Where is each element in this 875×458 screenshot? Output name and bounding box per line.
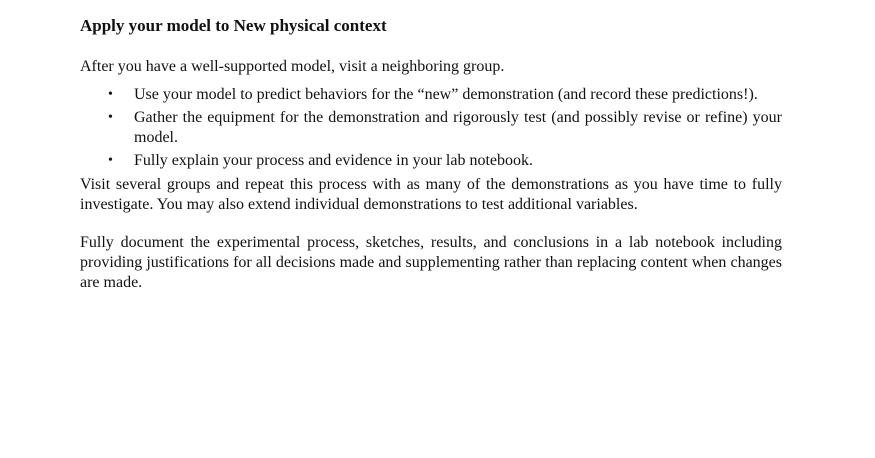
- list-item: [80, 108, 782, 148]
- list-item-text: Fully explain your process and evidence in your lab notebook.: [134, 152, 534, 169]
- list-item: [80, 151, 782, 171]
- list-item: [80, 85, 782, 105]
- list-item-text: Gather the equipment for the demonstration and rigorously test (and possibly revise or refine) your model.: [134, 109, 782, 146]
- list-item-text: Use your model to predict behaviors for the “new” demonstration (and record these predictions!).: [134, 86, 758, 103]
- documentation-paragraph: Fully document the experimental process, sketches, results, and conclusions in a lab notebook including providing justifications for all decisions made and supplementing rather than replacing content when changes are made.: [80, 234, 782, 291]
- section-heading: Apply your model to New physical context: [80, 16, 387, 35]
- visit-groups-paragraph: Visit several groups and repeat this process with as many of the demonstrations as you have time to fully investigate. You may also extend individual demonstrations to test additional variables.: [80, 176, 782, 213]
- instruction-list: [80, 85, 782, 171]
- intro-paragraph: After you have a well-supported model, visit a neighboring group.: [80, 58, 505, 75]
- bullet-icon: •: [108, 153, 113, 168]
- document-page: [80, 14, 782, 293]
- bullet-icon: •: [108, 110, 113, 125]
- bullet-icon: •: [108, 87, 113, 102]
